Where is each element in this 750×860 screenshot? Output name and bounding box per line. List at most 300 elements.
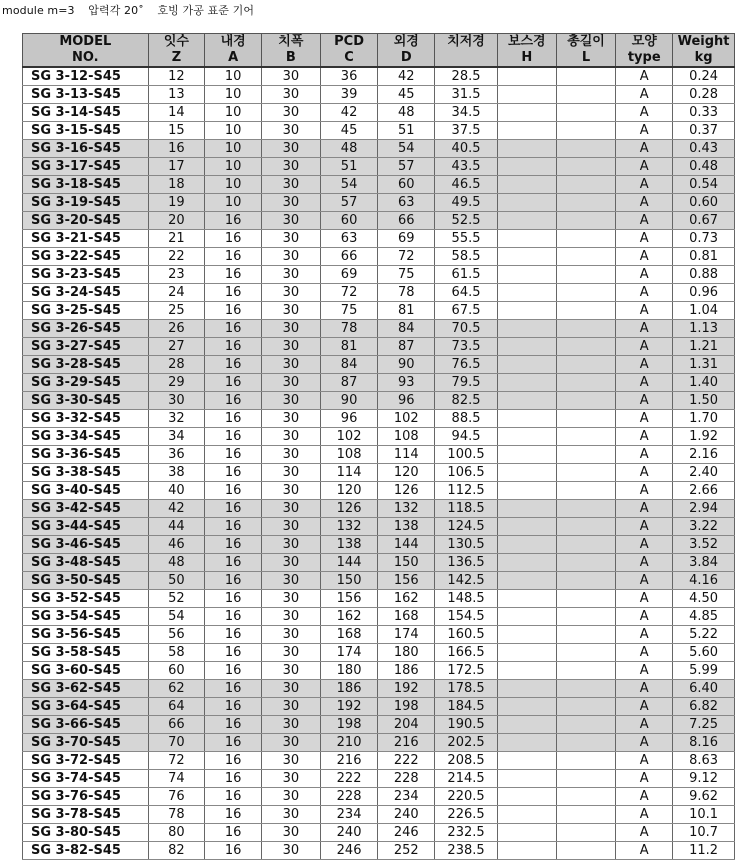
pcd-cell: 69 — [320, 266, 378, 284]
pcd-cell: 174 — [320, 644, 378, 662]
face-width-cell: 30 — [261, 806, 320, 824]
root-diameter-cell: 43.5 — [435, 158, 498, 176]
face-width-cell: 30 — [261, 824, 320, 842]
model-cell: SG 3-70-S45 — [23, 734, 149, 752]
col-model-sub: NO. — [23, 50, 149, 67]
bore-cell: 16 — [205, 842, 262, 860]
face-width-cell: 30 — [261, 572, 320, 590]
boss-diameter-cell — [497, 67, 556, 86]
bore-cell: 16 — [205, 410, 262, 428]
face-width-cell: 30 — [261, 212, 320, 230]
weight-cell: 7.25 — [673, 716, 735, 734]
col-boss-diameter: 보스경 — [497, 34, 556, 51]
outer-diameter-cell: 252 — [378, 842, 435, 860]
outer-diameter-cell: 240 — [378, 806, 435, 824]
root-diameter-cell: 214.5 — [435, 770, 498, 788]
teeth-cell: 64 — [148, 698, 205, 716]
col-pcd-sub: C — [320, 50, 378, 67]
table-row — [23, 518, 735, 536]
shape-cell: A — [616, 374, 673, 392]
root-diameter-cell: 79.5 — [435, 374, 498, 392]
col-bore-sub: A — [205, 50, 262, 67]
teeth-cell: 80 — [148, 824, 205, 842]
table-row — [23, 482, 735, 500]
col-root-diameter: 치저경 — [435, 34, 498, 51]
face-width-cell: 30 — [261, 482, 320, 500]
shape-cell: A — [616, 734, 673, 752]
outer-diameter-cell: 57 — [378, 158, 435, 176]
total-length-cell — [556, 662, 616, 680]
outer-diameter-cell: 60 — [378, 176, 435, 194]
root-diameter-cell: 49.5 — [435, 194, 498, 212]
col-boss-diameter-sub: H — [497, 50, 556, 67]
pcd-cell: 240 — [320, 824, 378, 842]
outer-diameter-cell: 84 — [378, 320, 435, 338]
face-width-cell: 30 — [261, 374, 320, 392]
table-row — [23, 464, 735, 482]
pcd-cell: 48 — [320, 140, 378, 158]
outer-diameter-cell: 204 — [378, 716, 435, 734]
root-diameter-cell: 31.5 — [435, 86, 498, 104]
face-width-cell: 30 — [261, 86, 320, 104]
total-length-cell — [556, 86, 616, 104]
weight-cell: 3.22 — [673, 518, 735, 536]
root-diameter-cell: 64.5 — [435, 284, 498, 302]
bore-cell: 16 — [205, 662, 262, 680]
outer-diameter-cell: 42 — [378, 67, 435, 86]
model-cell: SG 3-44-S45 — [23, 518, 149, 536]
teeth-cell: 42 — [148, 500, 205, 518]
weight-cell: 1.31 — [673, 356, 735, 374]
total-length-cell — [556, 302, 616, 320]
shape-cell: A — [616, 608, 673, 626]
total-length-cell — [556, 752, 616, 770]
bore-cell: 16 — [205, 554, 262, 572]
boss-diameter-cell — [497, 806, 556, 824]
outer-diameter-cell: 72 — [378, 248, 435, 266]
boss-diameter-cell — [497, 248, 556, 266]
bore-cell: 16 — [205, 302, 262, 320]
table-row — [23, 500, 735, 518]
outer-diameter-cell: 132 — [378, 500, 435, 518]
shape-cell: A — [616, 482, 673, 500]
total-length-cell — [556, 626, 616, 644]
total-length-cell — [556, 500, 616, 518]
bore-cell: 16 — [205, 356, 262, 374]
bore-cell: 16 — [205, 824, 262, 842]
table-row — [23, 680, 735, 698]
col-weight: Weight — [673, 34, 735, 51]
face-width-cell: 30 — [261, 644, 320, 662]
bore-cell: 16 — [205, 752, 262, 770]
model-cell: SG 3-56-S45 — [23, 626, 149, 644]
weight-cell: 9.62 — [673, 788, 735, 806]
total-length-cell — [556, 194, 616, 212]
boss-diameter-cell — [497, 122, 556, 140]
total-length-cell — [556, 518, 616, 536]
root-diameter-cell: 238.5 — [435, 842, 498, 860]
face-width-cell: 30 — [261, 194, 320, 212]
root-diameter-cell: 112.5 — [435, 482, 498, 500]
shape-cell: A — [616, 230, 673, 248]
table-row — [23, 248, 735, 266]
pcd-cell: 72 — [320, 284, 378, 302]
boss-diameter-cell — [497, 374, 556, 392]
caption-pressure-angle: 압력각 20˚ — [88, 4, 144, 17]
pcd-cell: 192 — [320, 698, 378, 716]
boss-diameter-cell — [497, 500, 556, 518]
weight-cell: 10.1 — [673, 806, 735, 824]
table-row — [23, 356, 735, 374]
face-width-cell: 30 — [261, 230, 320, 248]
root-diameter-cell: 106.5 — [435, 464, 498, 482]
root-diameter-cell: 76.5 — [435, 356, 498, 374]
total-length-cell — [556, 608, 616, 626]
table-row — [23, 626, 735, 644]
bore-cell: 10 — [205, 122, 262, 140]
col-teeth-sub: Z — [148, 50, 205, 67]
total-length-cell — [556, 446, 616, 464]
boss-diameter-cell — [497, 464, 556, 482]
shape-cell: A — [616, 806, 673, 824]
boss-diameter-cell — [497, 572, 556, 590]
total-length-cell — [556, 338, 616, 356]
table-row — [23, 122, 735, 140]
boss-diameter-cell — [497, 824, 556, 842]
total-length-cell — [556, 140, 616, 158]
outer-diameter-cell: 168 — [378, 608, 435, 626]
weight-cell: 1.21 — [673, 338, 735, 356]
weight-cell: 4.85 — [673, 608, 735, 626]
outer-diameter-cell: 162 — [378, 590, 435, 608]
outer-diameter-cell: 180 — [378, 644, 435, 662]
table-row — [23, 302, 735, 320]
col-total-length: 총길이 — [556, 34, 616, 51]
table-row — [23, 374, 735, 392]
root-diameter-cell: 58.5 — [435, 248, 498, 266]
boss-diameter-cell — [497, 140, 556, 158]
outer-diameter-cell: 234 — [378, 788, 435, 806]
weight-cell: 0.88 — [673, 266, 735, 284]
pcd-cell: 180 — [320, 662, 378, 680]
col-shape-sub: type — [616, 50, 673, 67]
outer-diameter-cell: 114 — [378, 446, 435, 464]
bore-cell: 16 — [205, 806, 262, 824]
boss-diameter-cell — [497, 194, 556, 212]
weight-cell: 0.37 — [673, 122, 735, 140]
weight-cell: 1.50 — [673, 392, 735, 410]
face-width-cell: 30 — [261, 608, 320, 626]
table-row — [23, 176, 735, 194]
teeth-cell: 34 — [148, 428, 205, 446]
weight-cell: 0.48 — [673, 158, 735, 176]
shape-cell: A — [616, 158, 673, 176]
face-width-cell: 30 — [261, 770, 320, 788]
root-diameter-cell: 220.5 — [435, 788, 498, 806]
bore-cell: 16 — [205, 320, 262, 338]
root-diameter-cell: 226.5 — [435, 806, 498, 824]
shape-cell: A — [616, 518, 673, 536]
teeth-cell: 19 — [148, 194, 205, 212]
table-row — [23, 428, 735, 446]
model-cell: SG 3-74-S45 — [23, 770, 149, 788]
bore-cell: 10 — [205, 86, 262, 104]
teeth-cell: 21 — [148, 230, 205, 248]
pcd-cell: 210 — [320, 734, 378, 752]
bore-cell: 16 — [205, 770, 262, 788]
bore-cell: 16 — [205, 734, 262, 752]
outer-diameter-cell: 69 — [378, 230, 435, 248]
outer-diameter-cell: 81 — [378, 302, 435, 320]
pcd-cell: 84 — [320, 356, 378, 374]
table-row — [23, 104, 735, 122]
pcd-cell: 150 — [320, 572, 378, 590]
table-row — [23, 410, 735, 428]
total-length-cell — [556, 176, 616, 194]
teeth-cell: 30 — [148, 392, 205, 410]
pcd-cell: 90 — [320, 392, 378, 410]
face-width-cell: 30 — [261, 248, 320, 266]
bore-cell: 16 — [205, 680, 262, 698]
weight-cell: 5.22 — [673, 626, 735, 644]
total-length-cell — [556, 428, 616, 446]
shape-cell: A — [616, 338, 673, 356]
weight-cell: 1.92 — [673, 428, 735, 446]
teeth-cell: 48 — [148, 554, 205, 572]
boss-diameter-cell — [497, 266, 556, 284]
col-bore: 내경 — [205, 34, 262, 51]
root-diameter-cell: 142.5 — [435, 572, 498, 590]
boss-diameter-cell — [497, 392, 556, 410]
root-diameter-cell: 73.5 — [435, 338, 498, 356]
col-root-diameter-sub — [435, 50, 498, 67]
outer-diameter-cell: 51 — [378, 122, 435, 140]
model-cell: SG 3-60-S45 — [23, 662, 149, 680]
col-total-length-sub: L — [556, 50, 616, 67]
shape-cell: A — [616, 536, 673, 554]
model-cell: SG 3-58-S45 — [23, 644, 149, 662]
boss-diameter-cell — [497, 104, 556, 122]
model-cell: SG 3-15-S45 — [23, 122, 149, 140]
bore-cell: 16 — [205, 608, 262, 626]
root-diameter-cell: 124.5 — [435, 518, 498, 536]
weight-cell: 0.81 — [673, 248, 735, 266]
total-length-cell — [556, 356, 616, 374]
pcd-cell: 42 — [320, 104, 378, 122]
face-width-cell: 30 — [261, 752, 320, 770]
teeth-cell: 24 — [148, 284, 205, 302]
shape-cell: A — [616, 626, 673, 644]
caption-description: 호빙 가공 표준 기어 — [157, 4, 255, 17]
boss-diameter-cell — [497, 608, 556, 626]
bore-cell: 10 — [205, 176, 262, 194]
total-length-cell — [556, 572, 616, 590]
pcd-cell: 102 — [320, 428, 378, 446]
weight-cell: 2.66 — [673, 482, 735, 500]
model-cell: SG 3-38-S45 — [23, 464, 149, 482]
bore-cell: 10 — [205, 104, 262, 122]
table-row — [23, 716, 735, 734]
pcd-cell: 246 — [320, 842, 378, 860]
outer-diameter-cell: 75 — [378, 266, 435, 284]
root-diameter-cell: 37.5 — [435, 122, 498, 140]
face-width-cell: 30 — [261, 662, 320, 680]
teeth-cell: 32 — [148, 410, 205, 428]
shape-cell: A — [616, 194, 673, 212]
table-row — [23, 338, 735, 356]
face-width-cell: 30 — [261, 410, 320, 428]
teeth-cell: 15 — [148, 122, 205, 140]
teeth-cell: 46 — [148, 536, 205, 554]
weight-cell: 5.99 — [673, 662, 735, 680]
table-row — [23, 266, 735, 284]
root-diameter-cell: 118.5 — [435, 500, 498, 518]
model-cell: SG 3-50-S45 — [23, 572, 149, 590]
model-cell: SG 3-78-S45 — [23, 806, 149, 824]
face-width-cell: 30 — [261, 140, 320, 158]
total-length-cell — [556, 788, 616, 806]
shape-cell: A — [616, 446, 673, 464]
bore-cell: 16 — [205, 212, 262, 230]
pcd-cell: 216 — [320, 752, 378, 770]
total-length-cell — [556, 464, 616, 482]
face-width-cell: 30 — [261, 392, 320, 410]
bore-cell: 16 — [205, 284, 262, 302]
weight-cell: 3.52 — [673, 536, 735, 554]
boss-diameter-cell — [497, 410, 556, 428]
teeth-cell: 56 — [148, 626, 205, 644]
weight-cell: 10.7 — [673, 824, 735, 842]
total-length-cell — [556, 320, 616, 338]
boss-diameter-cell — [497, 158, 556, 176]
bore-cell: 16 — [205, 788, 262, 806]
col-pcd: PCD — [320, 34, 378, 51]
table-row — [23, 752, 735, 770]
model-cell: SG 3-20-S45 — [23, 212, 149, 230]
weight-cell: 8.16 — [673, 734, 735, 752]
weight-cell: 0.96 — [673, 284, 735, 302]
weight-cell: 0.33 — [673, 104, 735, 122]
teeth-cell: 38 — [148, 464, 205, 482]
root-diameter-cell: 202.5 — [435, 734, 498, 752]
face-width-cell: 30 — [261, 158, 320, 176]
outer-diameter-cell: 126 — [378, 482, 435, 500]
model-cell: SG 3-30-S45 — [23, 392, 149, 410]
total-length-cell — [556, 680, 616, 698]
shape-cell: A — [616, 428, 673, 446]
col-outer-diameter: 외경 — [378, 34, 435, 51]
teeth-cell: 18 — [148, 176, 205, 194]
table-row — [23, 194, 735, 212]
teeth-cell: 62 — [148, 680, 205, 698]
col-weight-sub: kg — [673, 50, 735, 67]
root-diameter-cell: 34.5 — [435, 104, 498, 122]
teeth-cell: 40 — [148, 482, 205, 500]
model-cell: SG 3-22-S45 — [23, 248, 149, 266]
boss-diameter-cell — [497, 788, 556, 806]
weight-cell: 2.16 — [673, 446, 735, 464]
boss-diameter-cell — [497, 680, 556, 698]
root-diameter-cell: 184.5 — [435, 698, 498, 716]
col-face-width: 치폭 — [261, 34, 320, 51]
outer-diameter-cell: 93 — [378, 374, 435, 392]
table-row — [23, 662, 735, 680]
table-row — [23, 158, 735, 176]
pcd-cell: 54 — [320, 176, 378, 194]
boss-diameter-cell — [497, 734, 556, 752]
weight-cell: 6.40 — [673, 680, 735, 698]
teeth-cell: 12 — [148, 67, 205, 86]
teeth-cell: 82 — [148, 842, 205, 860]
shape-cell: A — [616, 752, 673, 770]
table-row — [23, 67, 735, 86]
table-row — [23, 86, 735, 104]
pcd-cell: 132 — [320, 518, 378, 536]
face-width-cell: 30 — [261, 446, 320, 464]
weight-cell: 1.04 — [673, 302, 735, 320]
model-cell: SG 3-64-S45 — [23, 698, 149, 716]
bore-cell: 16 — [205, 464, 262, 482]
root-diameter-cell: 190.5 — [435, 716, 498, 734]
boss-diameter-cell — [497, 86, 556, 104]
caption-module: module m=3 — [2, 4, 75, 17]
face-width-cell: 30 — [261, 176, 320, 194]
root-diameter-cell: 55.5 — [435, 230, 498, 248]
boss-diameter-cell — [497, 230, 556, 248]
model-cell: SG 3-18-S45 — [23, 176, 149, 194]
table-row — [23, 698, 735, 716]
boss-diameter-cell — [497, 716, 556, 734]
face-width-cell: 30 — [261, 680, 320, 698]
model-cell: SG 3-34-S45 — [23, 428, 149, 446]
model-cell: SG 3-21-S45 — [23, 230, 149, 248]
weight-cell: 11.2 — [673, 842, 735, 860]
root-diameter-cell: 94.5 — [435, 428, 498, 446]
total-length-cell — [556, 842, 616, 860]
outer-diameter-cell: 120 — [378, 464, 435, 482]
total-length-cell — [556, 482, 616, 500]
total-length-cell — [556, 67, 616, 86]
model-cell: SG 3-40-S45 — [23, 482, 149, 500]
model-cell: SG 3-23-S45 — [23, 266, 149, 284]
model-cell: SG 3-14-S45 — [23, 104, 149, 122]
face-width-cell: 30 — [261, 67, 320, 86]
pcd-cell: 81 — [320, 338, 378, 356]
total-length-cell — [556, 230, 616, 248]
weight-cell: 1.40 — [673, 374, 735, 392]
gear-spec-table — [22, 33, 735, 860]
table-row — [23, 320, 735, 338]
bore-cell: 16 — [205, 536, 262, 554]
weight-cell: 1.13 — [673, 320, 735, 338]
weight-cell: 0.43 — [673, 140, 735, 158]
pcd-cell: 108 — [320, 446, 378, 464]
pcd-cell: 120 — [320, 482, 378, 500]
col-shape: 모양 — [616, 34, 673, 51]
model-cell: SG 3-24-S45 — [23, 284, 149, 302]
root-diameter-cell: 100.5 — [435, 446, 498, 464]
model-cell: SG 3-54-S45 — [23, 608, 149, 626]
teeth-cell: 22 — [148, 248, 205, 266]
bore-cell: 16 — [205, 392, 262, 410]
teeth-cell: 13 — [148, 86, 205, 104]
shape-cell: A — [616, 590, 673, 608]
table-row — [23, 734, 735, 752]
pcd-cell: 198 — [320, 716, 378, 734]
total-length-cell — [556, 716, 616, 734]
teeth-cell: 17 — [148, 158, 205, 176]
weight-cell: 0.73 — [673, 230, 735, 248]
